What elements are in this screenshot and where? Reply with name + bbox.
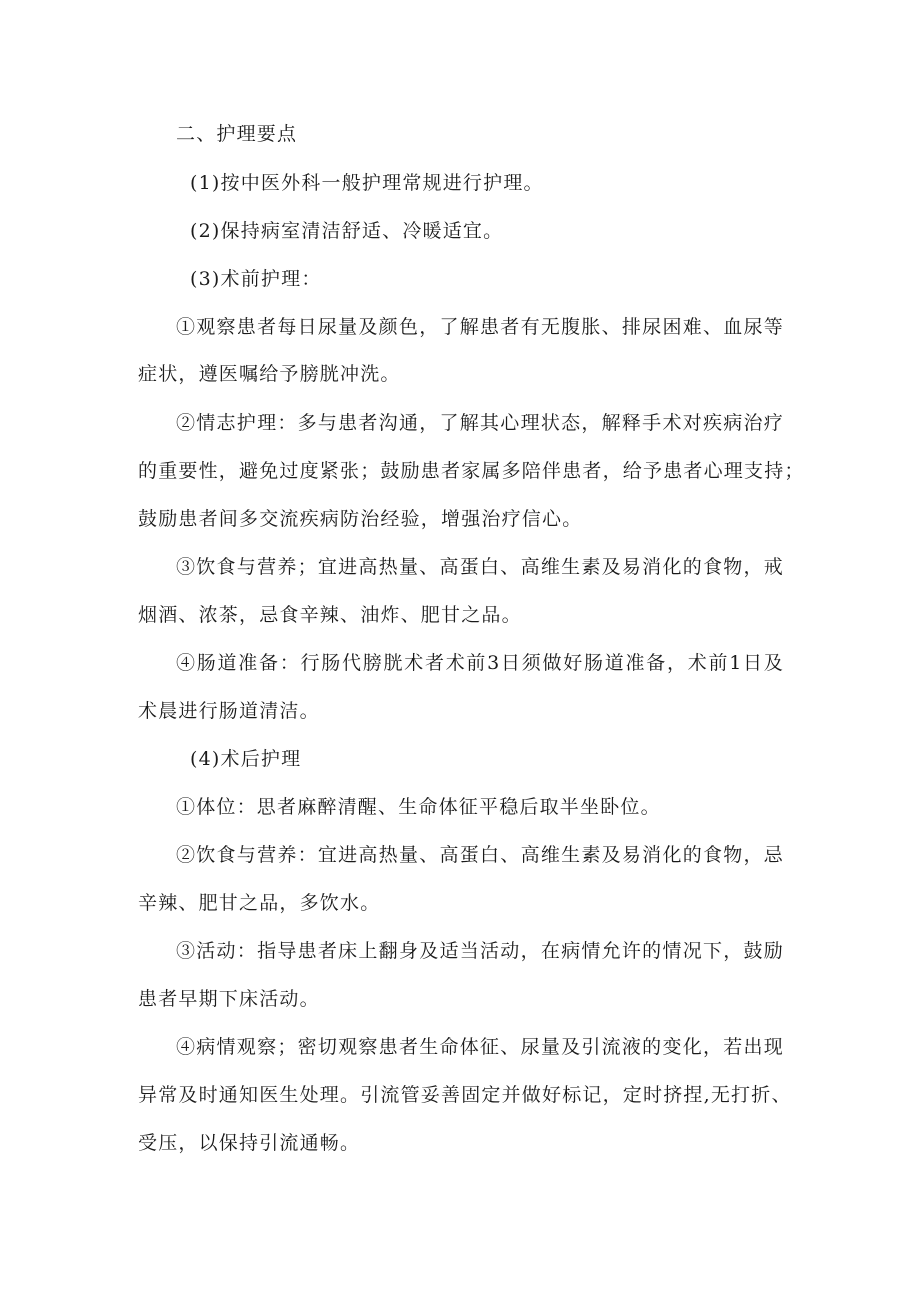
- post-op-p1-line1: ①体位：思者麻醉清醒、生命体征平稳后取半坐卧位。: [176, 796, 661, 818]
- pre-op-p2-line2: 的重要性，避免过度紧张；鼓励患者家属多陪伴患者，给予患者心理支持；: [138, 460, 805, 482]
- pre-op-p1-line2: 症状，遵医嘱给予膀胱冲洗。: [138, 363, 401, 385]
- post-op-p2-line1: ②饮食与营养：宜进高热量、高蛋白、高维生素及易消化的食物，忌: [176, 844, 784, 866]
- item-2: (2)保持病室清洁舒适、冷暖适宜。: [190, 220, 504, 242]
- item-3-title: (3)术前护理：: [190, 268, 322, 290]
- post-op-p2-line2: 辛辣、肥甘之品，多饮水。: [138, 892, 381, 914]
- item-4-title: (4)术后护理: [190, 748, 302, 770]
- pre-op-p3-line2: 烟酒、浓茶，忌食辛辣、油炸、肥甘之品。: [138, 604, 522, 626]
- post-op-p3-line1: ③活动：指导患者床上翻身及适当活动，在病情允许的情况下，鼓励: [176, 940, 784, 962]
- pre-op-p2-line1: ②情志护理：多与患者沟通，了解其心理状态，解释手术对疾病治疗: [176, 412, 784, 434]
- pre-op-p1-line1: ①观察患者每日尿量及颜色，了解患者有无腹胀、排尿困难、血尿等: [176, 316, 784, 338]
- pre-op-p3-line1: ③饮食与营养；宜进高热量、高蛋白、高维生素及易消化的食物，戒: [176, 556, 784, 578]
- post-op-p4-line3: 受压，以保持引流通畅。: [138, 1132, 361, 1154]
- post-op-p3-line2: 患者早期下床活动。: [138, 988, 320, 1010]
- post-op-p4-line1: ④病情观察；密切观察患者生命体征、尿量及引流液的变化，若出现: [176, 1036, 784, 1058]
- post-op-p4-line2: 异常及时通知医生处理。引流管妥善固定并做好标记，定时挤捏,无打折、: [138, 1084, 792, 1106]
- pre-op-p4-line1: ④肠道准备：行肠代膀胱术者术前3日须做好肠道准备，术前1日及: [176, 652, 784, 674]
- pre-op-p2-line3: 鼓励患者间多交流疾病防治经验，增强治疗信心。: [138, 508, 583, 530]
- item-1: (1)按中医外科一般护理常规进行护理。: [190, 172, 544, 194]
- pre-op-p4-line2: 术晨进行肠道清洁。: [138, 700, 320, 722]
- section-heading: 二、护理要点: [176, 123, 298, 145]
